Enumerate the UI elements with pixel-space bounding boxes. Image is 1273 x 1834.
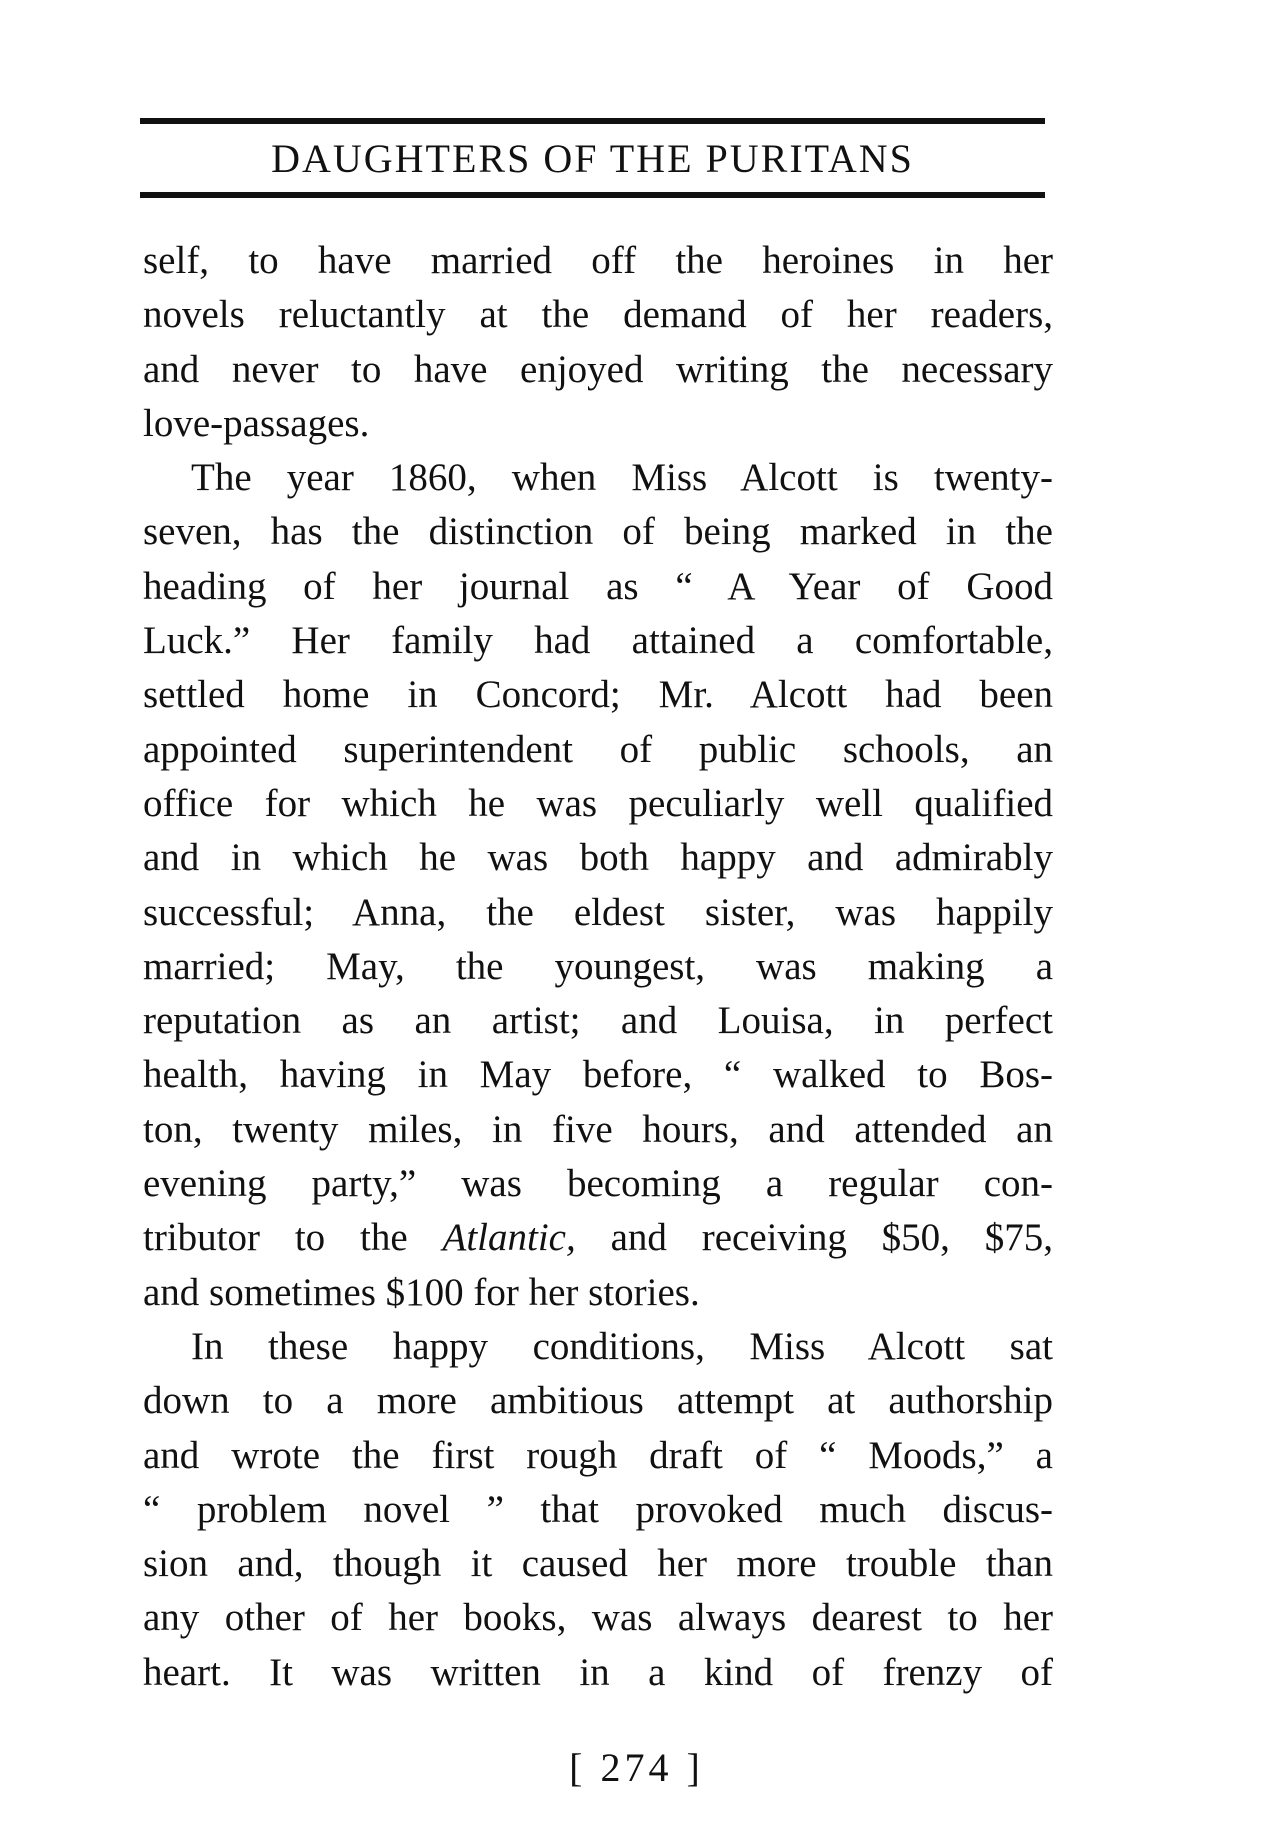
text-line: In these happy conditions, Miss Alcott sat (191, 1324, 1053, 1368)
text-line: and wrote the first rough draft of “ Moods,” a (143, 1433, 1053, 1477)
text-line: and in which he was both happy and admirably (143, 836, 1053, 880)
text-line: self, to have married off the heroines in her (143, 239, 1053, 282)
text-line: novels reluctantly at the demand of her readers, (143, 293, 1053, 337)
text-line: evening party,” was becoming a regular con- (143, 1162, 1053, 1206)
text-line: down to a more ambitious attempt at authorship (143, 1379, 1053, 1423)
text-line: settled home in Concord; Mr. Alcott had been (143, 673, 1053, 717)
text-line: reputation as an artist; and Louisa, in perfect (143, 999, 1053, 1043)
header-rule-top (140, 118, 1045, 124)
text-line: sion and, though it caused her more trouble than (143, 1542, 1053, 1586)
page-number: [ 274 ] (569, 1745, 704, 1790)
text-line: seven, has the distinction of being marked in the (143, 510, 1053, 554)
text-line: health, having in May before, “ walked to Bos- (143, 1053, 1053, 1097)
text-line: ton, twenty miles, in five hours, and attended an (143, 1107, 1053, 1151)
text-line: successful; Anna, the eldest sister, was happily (143, 890, 1053, 934)
text-line: any other of her books, was always dearest to her (143, 1596, 1053, 1640)
text-line: love-passages. (143, 401, 370, 445)
header-rule-bottom (140, 192, 1045, 198)
text-segment: and receiving $50, $75, (575, 1216, 1053, 1260)
text-line-with-italic (143, 1211, 1053, 1265)
text-segment: tributor to the (143, 1216, 443, 1260)
body-text (143, 234, 1053, 1700)
text-line: The year 1860, when Miss Alcott is twenty- (191, 456, 1053, 500)
text-line: heart. It was written in a kind of frenzy of (143, 1650, 1053, 1694)
text-line: and sometimes $100 for her stories. (143, 1270, 700, 1314)
italic-title: Atlantic, (442, 1216, 576, 1260)
text-line: appointed superintendent of public schools, an (143, 727, 1053, 771)
text-line: and never to have enjoyed writing the necessary (143, 347, 1053, 391)
text-line: Luck.” Her family had attained a comfortable, (143, 619, 1053, 663)
running-head: DAUGHTERS OF THE PURITANS (271, 136, 914, 181)
text-line: married; May, the youngest, was making a (143, 944, 1053, 988)
text-line: “ problem novel ” that provoked much discus- (143, 1487, 1053, 1531)
text-line: heading of her journal as “ A Year of Good (143, 564, 1053, 608)
text-line: office for which he was peculiarly well qualified (143, 781, 1053, 825)
